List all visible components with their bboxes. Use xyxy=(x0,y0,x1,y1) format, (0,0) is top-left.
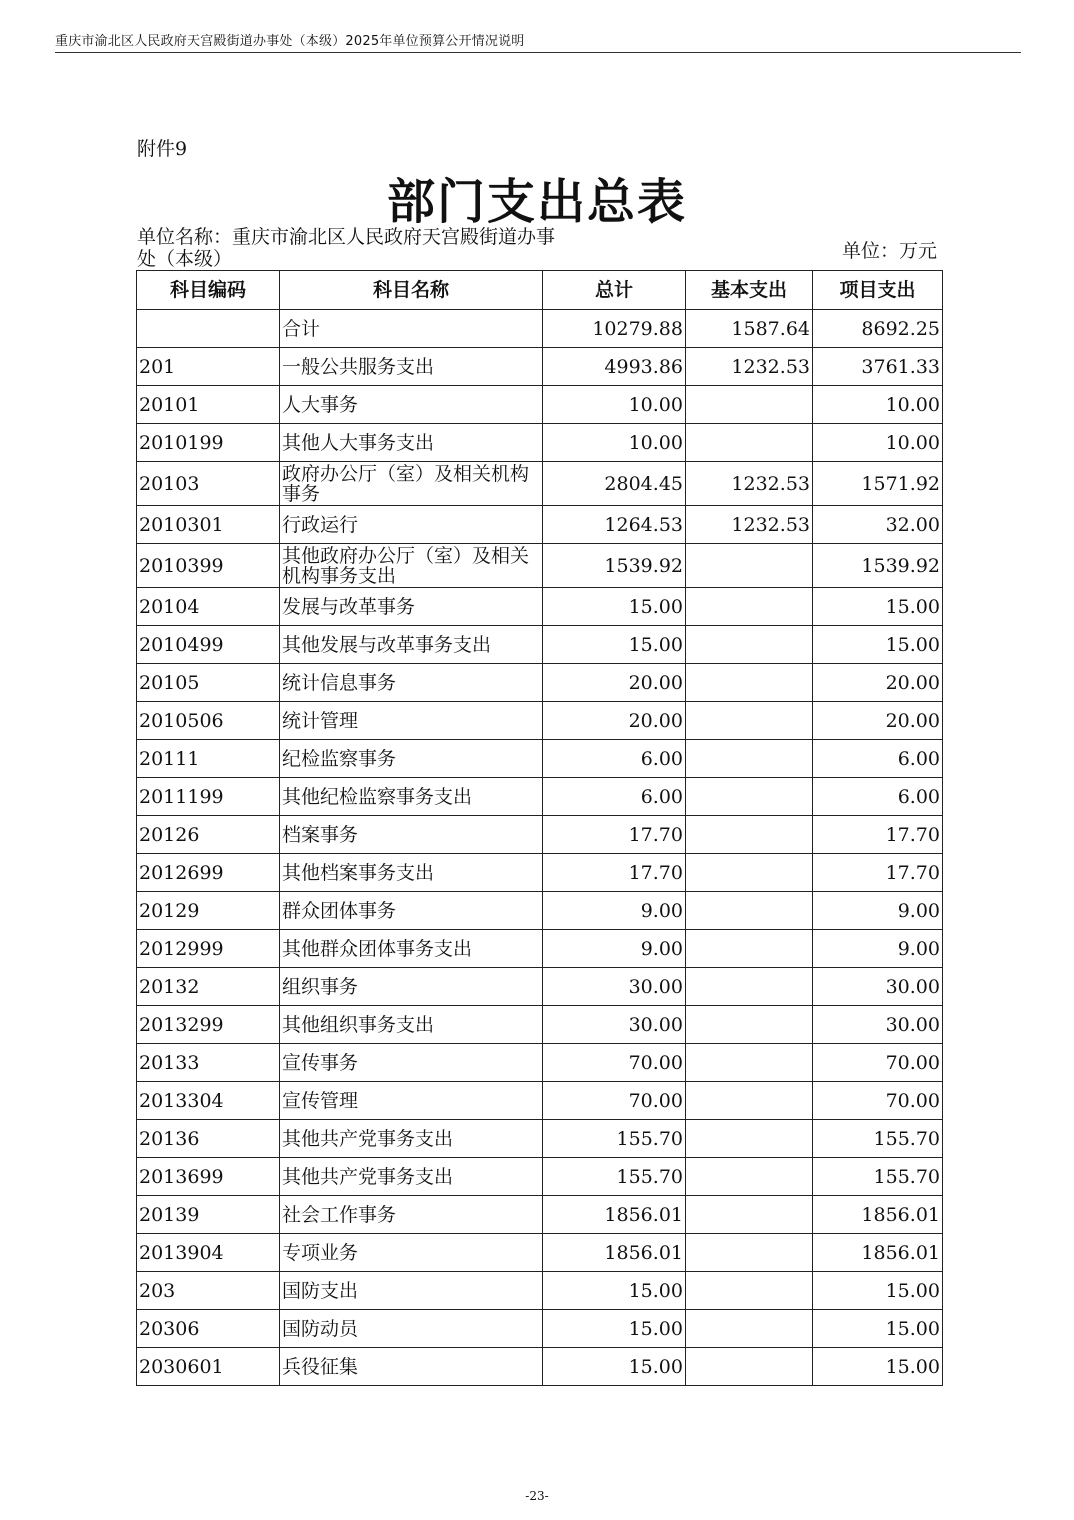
cell-total: 17.70 xyxy=(543,854,686,892)
cell-basic xyxy=(686,816,813,854)
table-row xyxy=(137,1120,943,1158)
page-title: 部门支出总表 xyxy=(386,174,687,230)
cell-project: 15.00 xyxy=(813,1348,943,1386)
cell-name: 其他共产党事务支出 xyxy=(280,1120,543,1158)
cell-code: 201 xyxy=(137,348,280,386)
cell-total: 20.00 xyxy=(543,664,686,702)
cell-name: 其他共产党事务支出 xyxy=(280,1158,543,1196)
cell-code: 2013304 xyxy=(137,1082,280,1120)
cell-code: 2010199 xyxy=(137,424,280,462)
cell-project: 1539.92 xyxy=(813,544,943,588)
cell-total: 30.00 xyxy=(543,968,686,1006)
cell-code: 2013299 xyxy=(137,1006,280,1044)
cell-project: 3761.33 xyxy=(813,348,943,386)
cell-code: 20103 xyxy=(137,462,280,506)
cell-total: 155.70 xyxy=(543,1120,686,1158)
table-row xyxy=(137,1158,943,1196)
cell-total: 6.00 xyxy=(543,740,686,778)
cell-project: 15.00 xyxy=(813,588,943,626)
cell-project: 1856.01 xyxy=(813,1234,943,1272)
attachment-label: 附件9 xyxy=(137,138,188,160)
table-row xyxy=(137,816,943,854)
table-row xyxy=(137,310,943,348)
unit-measure: 单位：万元 xyxy=(841,240,937,262)
cell-name: 宣传管理 xyxy=(280,1082,543,1120)
cell-name: 兵役征集 xyxy=(280,1348,543,1386)
cell-project: 15.00 xyxy=(813,1272,943,1310)
cell-basic xyxy=(686,1082,813,1120)
cell-name: 国防动员 xyxy=(280,1310,543,1348)
header-name: 科目名称 xyxy=(280,271,543,310)
cell-basic xyxy=(686,1158,813,1196)
cell-code: 20132 xyxy=(137,968,280,1006)
cell-basic: 1232.53 xyxy=(686,506,813,544)
cell-basic xyxy=(686,386,813,424)
cell-project: 32.00 xyxy=(813,506,943,544)
cell-total: 155.70 xyxy=(543,1158,686,1196)
cell-code: 2011199 xyxy=(137,778,280,816)
cell-code: 20105 xyxy=(137,664,280,702)
cell-name: 其他政府办公厅（室）及相关机构事务支出 xyxy=(280,544,543,588)
cell-total: 20.00 xyxy=(543,702,686,740)
cell-basic: 1587.64 xyxy=(686,310,813,348)
cell-name: 专项业务 xyxy=(280,1234,543,1272)
expenditure-table xyxy=(136,270,943,1386)
cell-basic xyxy=(686,544,813,588)
cell-name: 发展与改革事务 xyxy=(280,588,543,626)
cell-total: 1264.53 xyxy=(543,506,686,544)
cell-code: 2013699 xyxy=(137,1158,280,1196)
table-row xyxy=(137,778,943,816)
table-row xyxy=(137,1006,943,1044)
cell-basic xyxy=(686,702,813,740)
cell-name: 其他发展与改革事务支出 xyxy=(280,626,543,664)
table-row xyxy=(137,348,943,386)
cell-name: 合计 xyxy=(280,310,543,348)
cell-name: 统计管理 xyxy=(280,702,543,740)
cell-total: 15.00 xyxy=(543,588,686,626)
cell-total: 4993.86 xyxy=(543,348,686,386)
page-number: -23- xyxy=(525,1489,549,1503)
table-row xyxy=(137,1272,943,1310)
cell-project: 6.00 xyxy=(813,778,943,816)
cell-name: 政府办公厅（室）及相关机构事务 xyxy=(280,462,543,506)
cell-code: 2010399 xyxy=(137,544,280,588)
table-row xyxy=(137,386,943,424)
table-row xyxy=(137,1234,943,1272)
table-row xyxy=(137,1082,943,1120)
cell-basic xyxy=(686,1044,813,1082)
cell-total: 1856.01 xyxy=(543,1234,686,1272)
cell-project: 30.00 xyxy=(813,968,943,1006)
cell-basic xyxy=(686,1310,813,1348)
table-row xyxy=(137,424,943,462)
table-row xyxy=(137,506,943,544)
cell-name: 其他档案事务支出 xyxy=(280,854,543,892)
cell-total: 15.00 xyxy=(543,1348,686,1386)
cell-basic xyxy=(686,1272,813,1310)
table-row xyxy=(137,544,943,588)
cell-total: 9.00 xyxy=(543,930,686,968)
cell-code: 2010499 xyxy=(137,626,280,664)
header-project: 项目支出 xyxy=(813,271,943,310)
cell-project: 10.00 xyxy=(813,424,943,462)
cell-basic xyxy=(686,930,813,968)
cell-total: 10279.88 xyxy=(543,310,686,348)
cell-name: 档案事务 xyxy=(280,816,543,854)
cell-code: 20101 xyxy=(137,386,280,424)
cell-total: 10.00 xyxy=(543,424,686,462)
cell-project: 8692.25 xyxy=(813,310,943,348)
cell-name: 行政运行 xyxy=(280,506,543,544)
unit-name: 单位名称：重庆市渝北区人民政府天宫殿街道办事处（本级） xyxy=(137,226,556,270)
cell-project: 15.00 xyxy=(813,1310,943,1348)
cell-name: 其他人大事务支出 xyxy=(280,424,543,462)
cell-code xyxy=(137,310,280,348)
cell-name: 一般公共服务支出 xyxy=(280,348,543,386)
cell-basic xyxy=(686,1234,813,1272)
cell-basic xyxy=(686,588,813,626)
cell-total: 15.00 xyxy=(543,626,686,664)
cell-total: 1856.01 xyxy=(543,1196,686,1234)
table-header-row xyxy=(137,271,943,310)
cell-total: 17.70 xyxy=(543,816,686,854)
cell-project: 30.00 xyxy=(813,1006,943,1044)
cell-name: 纪检监察事务 xyxy=(280,740,543,778)
cell-project: 20.00 xyxy=(813,664,943,702)
table-row xyxy=(137,1348,943,1386)
cell-project: 1571.92 xyxy=(813,462,943,506)
cell-basic xyxy=(686,968,813,1006)
cell-total: 15.00 xyxy=(543,1272,686,1310)
cell-basic xyxy=(686,1006,813,1044)
cell-total: 70.00 xyxy=(543,1044,686,1082)
cell-basic xyxy=(686,740,813,778)
table-row xyxy=(137,854,943,892)
cell-name: 其他纪检监察事务支出 xyxy=(280,778,543,816)
header-basic: 基本支出 xyxy=(686,271,813,310)
cell-name: 社会工作事务 xyxy=(280,1196,543,1234)
cell-total: 9.00 xyxy=(543,892,686,930)
cell-code: 20126 xyxy=(137,816,280,854)
cell-name: 人大事务 xyxy=(280,386,543,424)
cell-code: 203 xyxy=(137,1272,280,1310)
table-row xyxy=(137,626,943,664)
cell-total: 30.00 xyxy=(543,1006,686,1044)
cell-project: 155.70 xyxy=(813,1158,943,1196)
cell-project: 155.70 xyxy=(813,1120,943,1158)
table-row xyxy=(137,968,943,1006)
cell-code: 20111 xyxy=(137,740,280,778)
cell-total: 6.00 xyxy=(543,778,686,816)
cell-code: 2013904 xyxy=(137,1234,280,1272)
cell-name: 其他群众团体事务支出 xyxy=(280,930,543,968)
cell-project: 20.00 xyxy=(813,702,943,740)
cell-project: 10.00 xyxy=(813,386,943,424)
cell-name: 统计信息事务 xyxy=(280,664,543,702)
cell-code: 2012999 xyxy=(137,930,280,968)
header-total: 总计 xyxy=(543,271,686,310)
header-code: 科目编码 xyxy=(137,271,280,310)
table-row xyxy=(137,1044,943,1082)
table-row xyxy=(137,664,943,702)
cell-basic xyxy=(686,664,813,702)
cell-basic xyxy=(686,424,813,462)
cell-project: 70.00 xyxy=(813,1044,943,1082)
cell-code: 2010301 xyxy=(137,506,280,544)
cell-total: 2804.45 xyxy=(543,462,686,506)
table-row xyxy=(137,1310,943,1348)
cell-name: 宣传事务 xyxy=(280,1044,543,1082)
cell-code: 20136 xyxy=(137,1120,280,1158)
cell-project: 70.00 xyxy=(813,1082,943,1120)
table-row xyxy=(137,462,943,506)
header-rule xyxy=(55,52,1021,53)
cell-basic: 1232.53 xyxy=(686,348,813,386)
cell-project: 17.70 xyxy=(813,854,943,892)
cell-project: 17.70 xyxy=(813,816,943,854)
table-row xyxy=(137,930,943,968)
table-row xyxy=(137,1196,943,1234)
cell-basic xyxy=(686,892,813,930)
cell-project: 9.00 xyxy=(813,892,943,930)
cell-project: 9.00 xyxy=(813,930,943,968)
cell-name: 群众团体事务 xyxy=(280,892,543,930)
cell-code: 20306 xyxy=(137,1310,280,1348)
cell-code: 2012699 xyxy=(137,854,280,892)
cell-code: 2010506 xyxy=(137,702,280,740)
cell-project: 1856.01 xyxy=(813,1196,943,1234)
cell-code: 20104 xyxy=(137,588,280,626)
cell-code: 20133 xyxy=(137,1044,280,1082)
cell-basic xyxy=(686,1196,813,1234)
cell-project: 6.00 xyxy=(813,740,943,778)
cell-total: 70.00 xyxy=(543,1082,686,1120)
cell-total: 1539.92 xyxy=(543,544,686,588)
table-row xyxy=(137,588,943,626)
cell-total: 15.00 xyxy=(543,1310,686,1348)
running-header: 重庆市渝北区人民政府天宫殿街道办事处（本级）2025年单位预算公开情况说明 xyxy=(55,34,525,49)
cell-basic xyxy=(686,854,813,892)
cell-name: 其他组织事务支出 xyxy=(280,1006,543,1044)
cell-name: 组织事务 xyxy=(280,968,543,1006)
table-body xyxy=(137,310,943,1386)
table-row xyxy=(137,702,943,740)
cell-basic xyxy=(686,1120,813,1158)
cell-code: 20139 xyxy=(137,1196,280,1234)
cell-total: 10.00 xyxy=(543,386,686,424)
cell-code: 20129 xyxy=(137,892,280,930)
cell-name: 国防支出 xyxy=(280,1272,543,1310)
cell-project: 15.00 xyxy=(813,626,943,664)
cell-basic xyxy=(686,1348,813,1386)
cell-code: 2030601 xyxy=(137,1348,280,1386)
table-row xyxy=(137,892,943,930)
cell-basic xyxy=(686,626,813,664)
cell-basic: 1232.53 xyxy=(686,462,813,506)
table-row xyxy=(137,740,943,778)
cell-basic xyxy=(686,778,813,816)
